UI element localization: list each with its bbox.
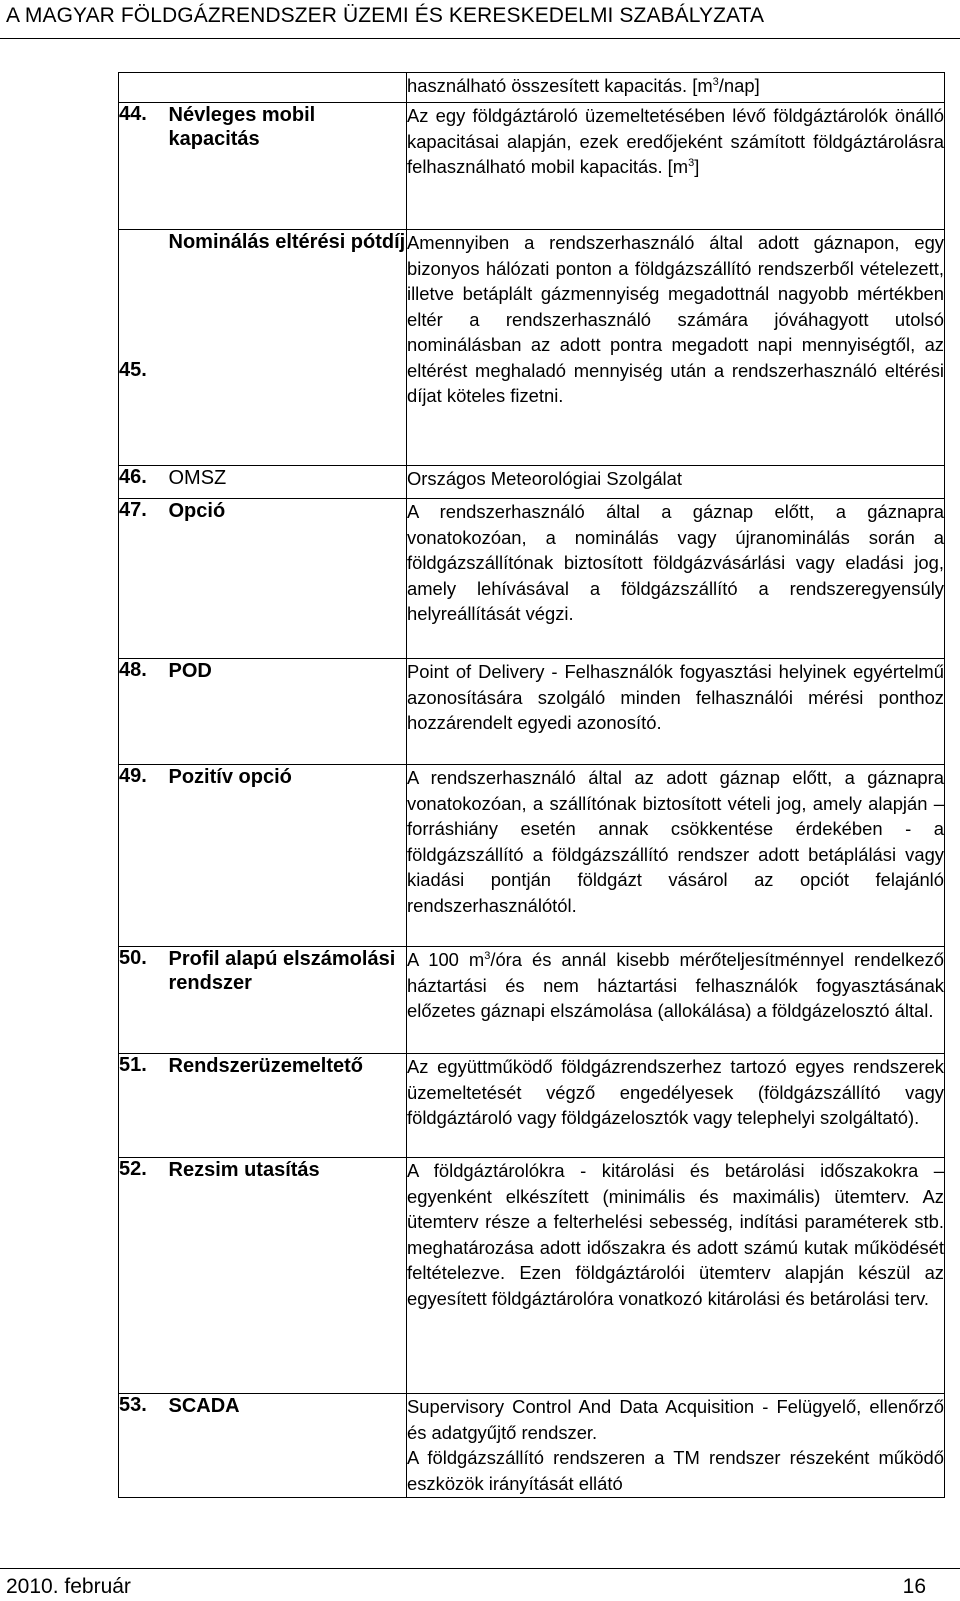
term-definition: Az egy földgáztároló üzemeltetésében lévő földgáztárolók önálló kapacitásai alapján, ezek eredőjeként számított földgáztárolásra felhasználható mobil kapacitás. $[m^3]$ — [407, 103, 945, 230]
row-number: 45. — [119, 230, 169, 466]
row-number: 47. — [119, 499, 169, 659]
page-header — [0, 0, 960, 39]
term-name: SCADA — [169, 1394, 407, 1498]
term-definition: Point of Delivery - Felhasználók fogyasztási helyinek egyértelmű azonosítására szolgáló minden felhasználói mérési ponthoz hozzárendelt egyedi azonosító. — [407, 659, 945, 765]
table-row — [119, 73, 945, 103]
term-name: OMSZ — [169, 466, 407, 499]
term-name: Profil alapú elszámolási rendszer — [169, 947, 407, 1054]
term-definition: A földgáztárolókra - kitárolási és betárolási időszakokra – egyenként elkészített (minimális és maximális) ütemterv. Az ütemterv része a felterhelési sebesség, indítási paraméterek stb. meghatározása adott időszakra és adott számú kutak működését feltételezve. Ezen földgáztárolói ütemterv alapján készül az egyesített földgáztárolóra vonatkozó kitárolási és betárolási terv. — [407, 1158, 945, 1394]
term-name: POD — [169, 659, 407, 765]
row-number: 51. — [119, 1054, 169, 1158]
term-definition: Supervisory Control And Data Acquisition - Felügyelő, ellenőrző és adatgyűjtő rendszer. A földgázszállító rendszeren a TM rendszer részeként működő eszközök irányítását ellátó — [407, 1394, 945, 1498]
row-number: 52. — [119, 1158, 169, 1394]
table-row — [119, 1394, 945, 1498]
row-number: 44. — [119, 103, 169, 230]
definitions-table — [118, 72, 945, 1498]
term-definition: Az együttműködő földgázrendszerhez tartozó egyes rendszerek üzemeltetését végző engedélyesek (földgázszállító vagy földgáztároló vagy földgázelosztók vagy telephelyi szolgáltató). — [407, 1054, 945, 1158]
table-row — [119, 1054, 945, 1158]
table-row — [119, 659, 945, 765]
term-name: Nominálás eltérési pótdíj — [169, 230, 407, 466]
table-row — [119, 499, 945, 659]
term-name: Névleges mobil kapacitás — [169, 103, 407, 230]
row-number — [119, 73, 169, 103]
table-row — [119, 947, 945, 1054]
footer-date: 2010. február — [6, 1575, 131, 1598]
row-number: 48. — [119, 659, 169, 765]
term-definition: A 100 $m^3$/óra és annál kisebb mérőteljesítménnyel rendelkező háztartási és nem háztartási felhasználók fogyasztásának előzetes gáznapi elszámolása (allokálása) a földgázelosztó által. — [407, 947, 945, 1054]
term-name: Rezsim utasítás — [169, 1158, 407, 1394]
row-number: 50. — [119, 947, 169, 1054]
row-number: 53. — [119, 1394, 169, 1498]
term-definition: A rendszerhasználó által az adott gáznap előtt, a gáznapra vonatokozóan, a szállítónak biztosított vételi jog, amely alapján – forráshiány esetén annak csökkentése érdekében - a földgázszállító a földgázszállító rendszer adott betáplálási vagy kiadási pontján földgázt vásárol az opciót felajánló rendszerhasználótól. — [407, 765, 945, 947]
document-title: A MAGYAR FÖLDGÁZRENDSZER ÜZEMI ÉS KERESKEDELMI SZABÁLYZATA — [6, 4, 765, 27]
table-row — [119, 765, 945, 947]
term-definition: Országos Meteorológiai Szolgálat — [407, 466, 945, 499]
term-definition: használható összesített kapacitás. $[m^3/nap]$ — [407, 73, 945, 103]
term-definition: A rendszerhasználó által a gáznap előtt, a gáznapra vonatokozóan, a nominálás vagy újranominálás során a földgázszállítónak biztosított földgázvásárlási vagy eladási jog, amely lehívásával a földgázszállító a rendszeregyensúly helyreállítását végzi. — [407, 499, 945, 659]
row-number: 49. — [119, 765, 169, 947]
page-footer — [0, 1568, 960, 1601]
page-number: 16 — [902, 1575, 926, 1598]
table-row — [119, 230, 945, 466]
table-row — [119, 1158, 945, 1394]
row-number: 46. — [119, 466, 169, 499]
term-name: Opció — [169, 499, 407, 659]
table-row — [119, 103, 945, 230]
table-row — [119, 466, 945, 499]
term-name: Pozitív opció — [169, 765, 407, 947]
term-name: Rendszerüzemeltető — [169, 1054, 407, 1158]
term-name — [169, 73, 407, 103]
term-definition: Amennyiben a rendszerhasználó által adott gáznapon, egy bizonyos hálózati ponton a földgázszállító rendszerből vételezett, illetve betáplált gázmennyiség megadottnál nagyobb mértékben eltér a rendszerhasználó számára jóváhagyott utolsó nominálásban az adott pontra megadott napi mennyiségtől, az eltérést meghaladó mennyiség után a rendszerhasználó eltérési díjat köteles fizetni. — [407, 230, 945, 466]
